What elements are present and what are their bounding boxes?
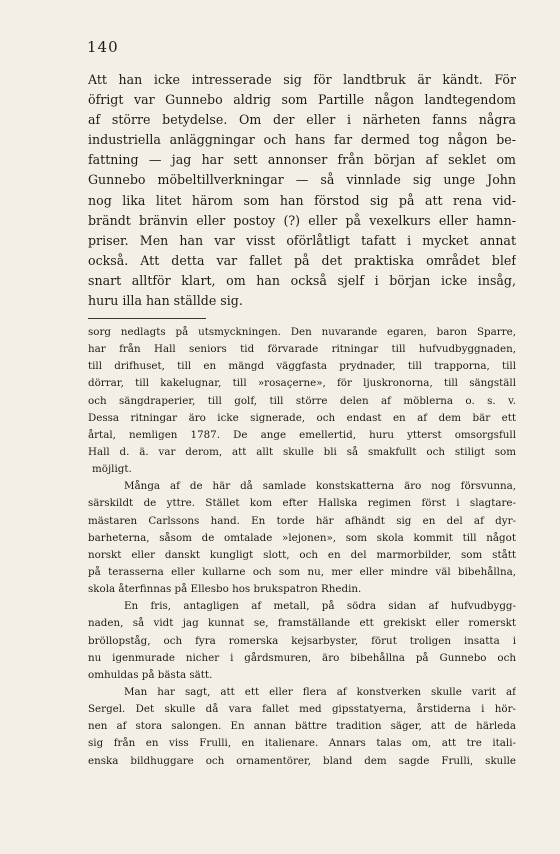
main-text-line: huru illa han ställde sig. <box>88 293 243 309</box>
page-number: 140 <box>87 38 119 56</box>
footnote-line: naden, så vidt jag kunnat se, framställande ett grekiskt eller romerskt <box>88 617 516 630</box>
main-text-block <box>88 70 516 311</box>
footnote-line: skola återfinnas på Ellesbo hos brukspatron Rhedin. <box>88 583 362 596</box>
footnote-line: norskt eller danskt kungligt slott, och en del marmorbilder, som stått <box>88 548 516 561</box>
footnote-line: möjligt. <box>92 463 132 476</box>
footnote-line: En fris, antagligen af metall, på södra sidan af hufvudbygg- <box>124 600 516 613</box>
footnote-line: bröllopståg, och fyra romerska kejsarbyster, förut troligen insatta i <box>88 634 516 647</box>
footnote-line: på terasserna eller kullarne och som nu, mer eller mindre väl bibehållna, <box>88 565 516 578</box>
footnote-line: nen af stora salongen. En annan bättre tradition säger, att de härleda <box>88 720 516 733</box>
footnote-line: sig från en viss Frulli, en italienare. Annars talas om, att tre itali- <box>88 737 516 750</box>
footnote-line: till drifhuset, till en mängd väggfasta prydnader, till trapporna, till <box>88 360 516 373</box>
footnote-separator <box>88 318 206 319</box>
footnote-block <box>88 324 516 770</box>
footnote-line: Många af de här då samlade konstskatterna äro nog försvunna, <box>124 480 516 493</box>
footnote-line: särskildt de yttre. Stället kom efter Hallska regimen först i slagtare- <box>88 497 516 510</box>
footnote-line: dörrar, till kakelugnar, till »rosaçerne», för ljuskronorna, till sängställ <box>88 377 516 390</box>
main-text-line: brändt bränvin eller postoy (?) eller på vexelkurs eller hamn- <box>88 212 516 228</box>
main-text-line: också. Att detta var fallet på det praktiska området blef <box>88 252 516 268</box>
footnote-line: mästaren Carlssons hand. En torde här afhändt sig en del af dyr- <box>88 514 516 527</box>
main-text-line: snart alltför klart, om han också sjelf i början icke insåg, <box>88 272 516 288</box>
footnote-line: nu igenmurade nicher i gårdsmuren, äro bibehållna på Gunnebo och <box>88 651 516 664</box>
main-text-line: nog lika litet härom som han förstod sig på att rena vid- <box>88 192 516 208</box>
main-text-line: af större betydelse. Om der eller i närheten fanns några <box>88 112 516 128</box>
footnote-line: har från Hall seniors tid förvarade ritningar till hufvudbyggnaden, <box>88 343 516 356</box>
footnote-line: årtal, nemligen 1787. De ange emellertid, huru ytterst omsorgsfull <box>88 428 516 441</box>
main-text-line: öfrigt var Gunnebo aldrig som Partille någon landtegendom <box>88 92 516 108</box>
main-text-line: industriella anläggningar och hans far dermed tog någon be- <box>88 132 516 148</box>
main-text-line: fattning — jag har sett annonser från början af seklet om <box>88 152 516 168</box>
footnote-line: omhuldas på bästa sätt. <box>88 668 213 681</box>
footnote-line: barheterna, såsom de omtalade »lejonen», som skola kommit till något <box>88 531 516 544</box>
main-text-line: priser. Men han var visst oförlåtligt tafatt i mycket annat <box>88 232 516 248</box>
footnote-line: Hall d. ä. var derom, att allt skulle bli så smakfullt och stiligt som <box>88 445 516 458</box>
main-text-line: Gunnebo möbeltillverkningar — så vinnlade sig unge John <box>88 172 516 188</box>
footnote-line: Sergel. Det skulle då vara fallet med gipsstatyerna, årstiderna i hör- <box>88 703 516 716</box>
main-text-line: Att han icke intresserade sig för landtbruk är kändt. För <box>88 72 516 87</box>
footnote-line: sorg nedlagts på utsmyckningen. Den nuvarande egaren, baron Sparre, <box>88 326 516 338</box>
footnote-line: och sängdraperier, till golf, till större delen af möblerna o. s. v. <box>88 394 516 407</box>
footnote-line: Dessa ritningar äro icke signerade, och endast en af dem bär ett <box>88 411 516 424</box>
footnote-line: Man har sagt, att ett eller flera af konstverken skulle varit af <box>124 685 516 698</box>
footnote-line: enska bildhuggare och ornamentörer, bland dem sagde Frulli, skulle <box>88 754 516 767</box>
